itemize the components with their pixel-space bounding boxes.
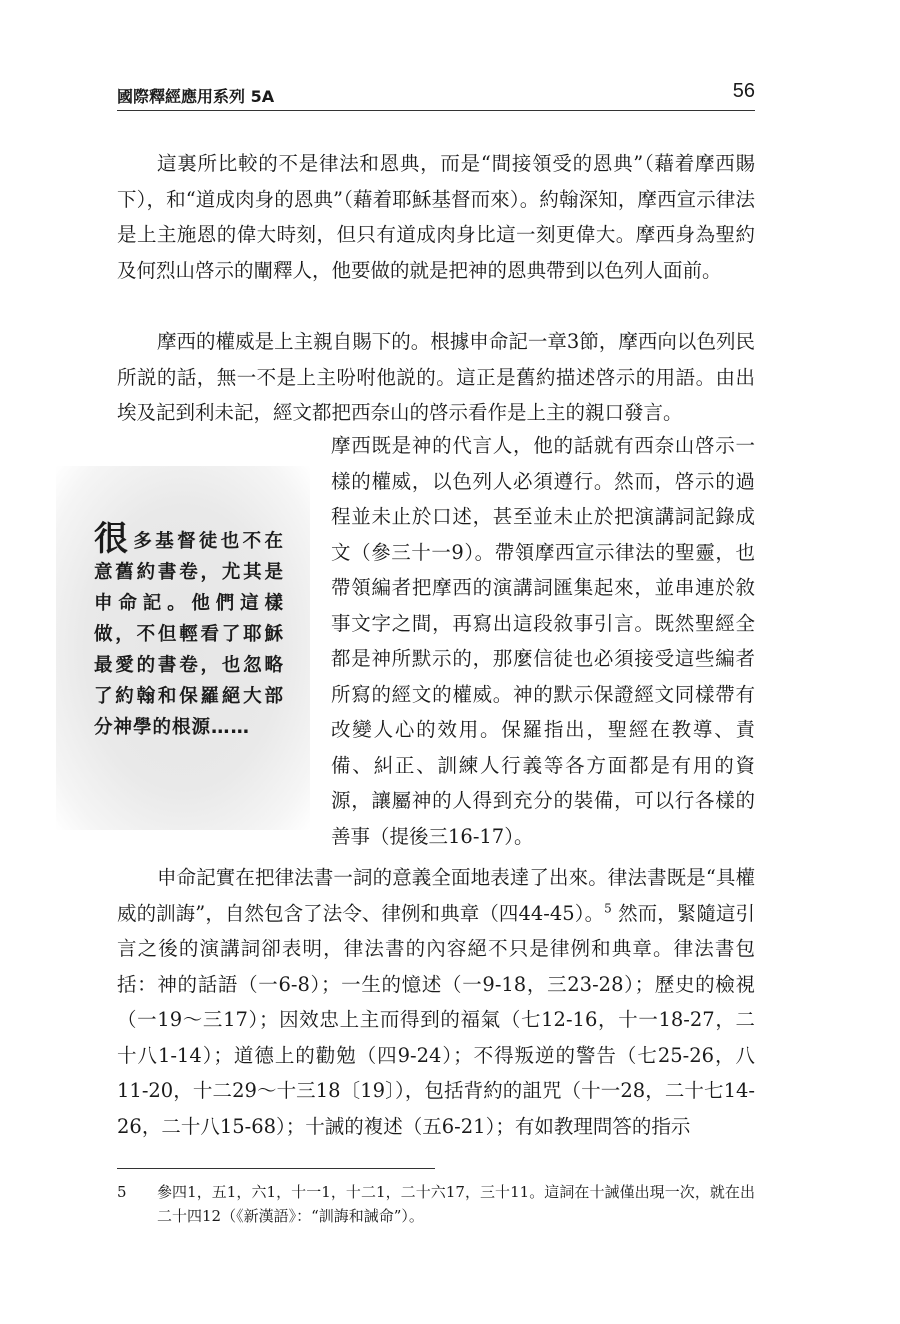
paragraph-4-part-2: 然而，緊隨這引言之後的演講詞卻表明，律法書的內容絕不只是律例和典章。律法書包括：神的話語（一6-8）；一生的憶述（一9-18，三23-28）；歷史的檢視（一19～三17）；因效忠上主而得到的福氣（七12-16，十一18-27，二十八1-14）；道德上的勸勉（四9-24）；不得叛逆的警告（七25-26，八11-20，十二29～十三18〔19〕），包括背約的詛咒（十一28，二十七14-26，二十八15-68）；十誡的複述（五6-21）；有如教理問答的指示 bbox=[117, 901, 755, 1138]
paragraph-4-part-1: 申命記實在把律法書一詞的意義全面地表達了出來。律法書既是“具權威的訓誨”，自然包含了法令、律例和典章（四44-45）。 bbox=[117, 866, 755, 925]
pull-quote-dropcap: 很 bbox=[94, 519, 132, 559]
footnote-divider bbox=[117, 1168, 435, 1169]
page-number: 56 bbox=[732, 80, 755, 102]
series-title: 國際釋經應用系列 5A bbox=[117, 87, 275, 106]
body-paragraph-4 bbox=[117, 860, 755, 1144]
pull-quote-box bbox=[56, 466, 310, 830]
footnote-text: 參四1，五1，六1，十一1，十二1，二十六17，三十11。這詞在十誡僅出現一次，就在出二十四12（《新漢語》：“訓誨和誡命”）。 bbox=[157, 1183, 755, 1225]
body-paragraph-2: 摩西的權威是上主親自賜下的。根據申命記一章3節，摩西向以色列民所説的話，無一不是上主吩咐他説的。這正是舊約描述啓示的用語。由出埃及記到利未記，經文都把西奈山的啓示看作是上主的親口發言。 bbox=[117, 330, 755, 424]
body-paragraph-1: 這裏所比較的不是律法和恩典，而是“間接領受的恩典”（藉着摩西賜下），和“道成肉身的恩典”（藉着耶穌基督而來）。約翰深知，摩西宣示律法是上主施恩的偉大時刻，但只有道成肉身比這一刻更偉大。摩西身為聖約及何烈山啓示的闡釋人，他要做的就是把神的恩典帶到以色列人面前。 bbox=[117, 152, 755, 282]
running-header bbox=[117, 82, 755, 111]
pull-quote bbox=[94, 519, 284, 743]
body-paragraph-3: 摩西既是神的代言人，他的話就有西奈山啓示一樣的權威，以色列人必須遵行。然而，啓示的過程並未止於口述，甚至並未止於把演講詞記錄成文（參三十一9）。帶領摩西宣示律法的聖靈，也帶領編者把摩西的演講詞匯集起來，並串連於敘事文字之間，再寫出這段敘事引言。既然聖經全都是神所默示的，那麼信徒也必須接受這些編者所寫的經文的權威。神的默示保證經文同樣帶有改變人心的效用。保羅指出，聖經在教導、責備、糾正、訓練人行義等各方面都是有用的資源，讓屬神的人得到充分的裝備，可以行各樣的善事（提後三16-17）。 bbox=[331, 434, 755, 848]
footnote-number: 5 bbox=[117, 1183, 127, 1201]
pull-quote-text: 多基督徒也不在意舊約書卷，尤其是申命記。他們這樣做，不但輕看了耶穌最愛的書卷，也忽略了約翰和保羅絕大部分神學的根源…… bbox=[94, 531, 284, 738]
footnote-marker[interactable]: 5 bbox=[604, 901, 612, 915]
